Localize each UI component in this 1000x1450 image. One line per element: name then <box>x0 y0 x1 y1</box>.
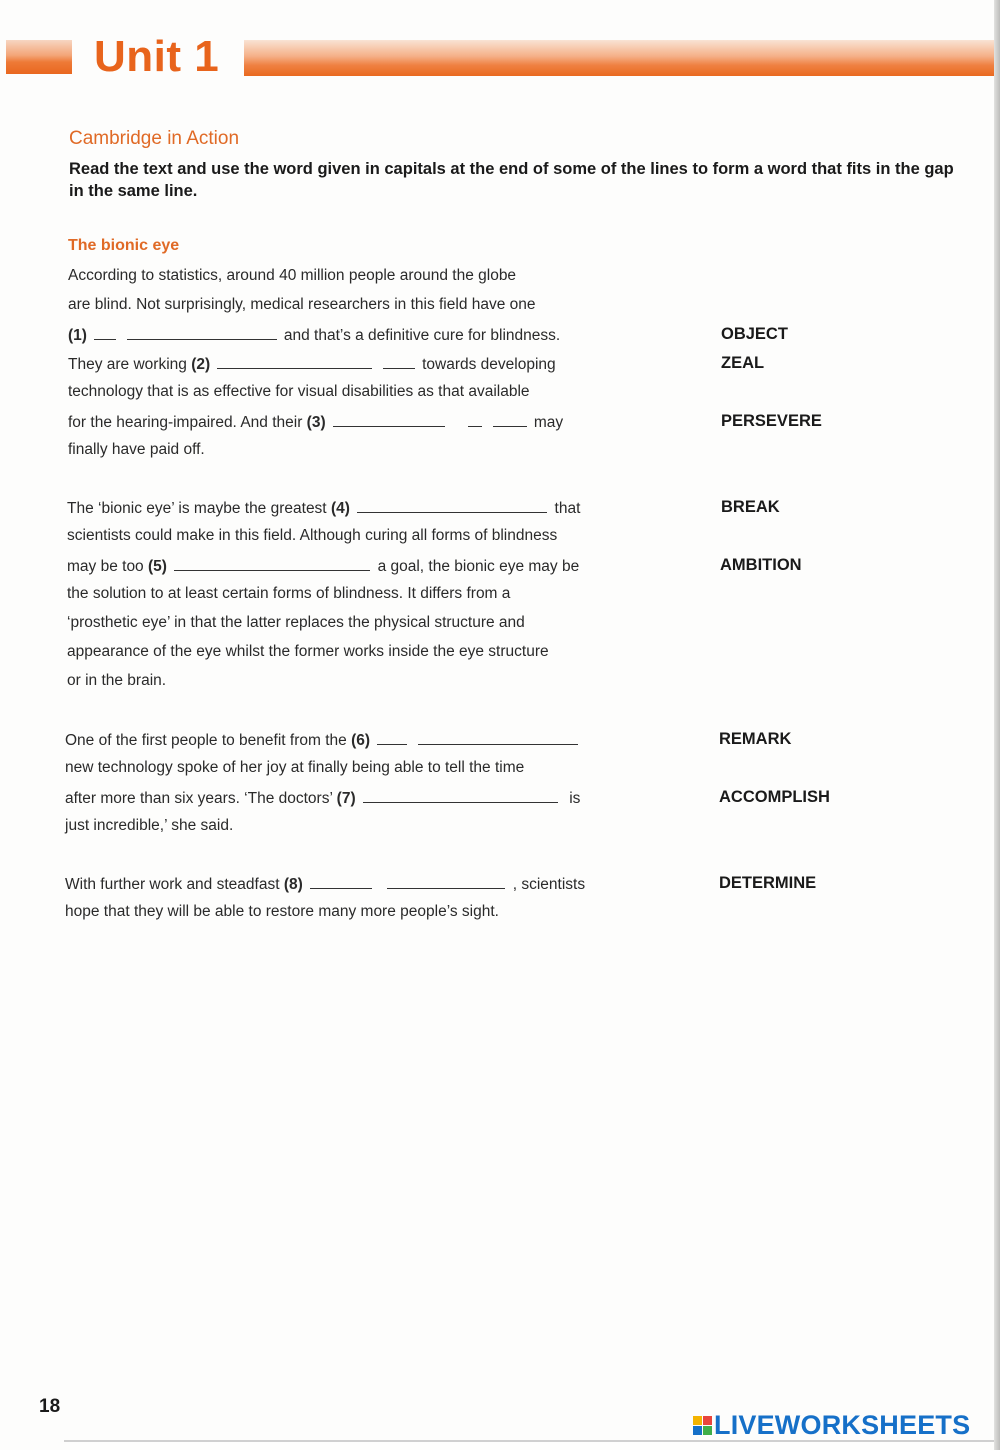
text-line: ‘prosthetic eye’ in that the latter replaces the physical structure and <box>67 614 525 631</box>
gap-number: (7) <box>336 790 356 807</box>
text-line <box>65 874 585 894</box>
text-fragment: towards developing <box>422 356 556 373</box>
gap-6-part-a[interactable] <box>377 730 407 745</box>
gap-6-input[interactable] <box>418 730 578 745</box>
text-line: the solution to at least certain forms of blindness. It differs from a <box>67 585 511 602</box>
page-number: 18 <box>39 1396 61 1417</box>
text-fragment: may be too <box>67 558 144 575</box>
gap-2-part-b[interactable] <box>383 354 415 369</box>
gap-number: (8) <box>283 876 303 893</box>
gap-3-input[interactable] <box>333 412 445 427</box>
gap-7-input[interactable] <box>363 788 558 803</box>
text-line: technology that is as effective for visual disabilities as that available <box>68 383 530 400</box>
text-fragment: The ‘bionic eye’ is maybe the greatest <box>67 500 327 517</box>
text-line <box>68 354 556 374</box>
text-fragment: for the hearing-impaired. And their <box>68 414 303 431</box>
logo-text: LIVEWORKSHEETS <box>714 1410 971 1440</box>
unit-title: Unit 1 <box>94 32 220 81</box>
header-band-left <box>6 40 72 74</box>
text-line: According to statistics, around 40 million people around the globe <box>68 267 517 284</box>
text-line: or in the brain. <box>67 672 167 689</box>
text-line <box>68 325 560 345</box>
keyword-accomplish: ACCOMPLISH <box>719 788 830 806</box>
text-fragment: and that’s a definitive cure for blindness. <box>283 327 561 344</box>
text-line: are blind. Not surprisingly, medical researchers in this field have one <box>68 296 536 313</box>
gap-3-part-c[interactable] <box>493 412 527 427</box>
text-fragment: With further work and steadfast <box>65 876 280 893</box>
text-line: hope that they will be able to restore many more people’s sight. <box>65 903 499 920</box>
keyword-break: BREAK <box>721 498 780 516</box>
gap-number: (6) <box>351 732 371 749</box>
text-line <box>65 788 580 808</box>
gap-number: (2) <box>191 356 211 373</box>
instructions: Read the text and use the word given in capitals at the end of some of the lines to form a word that fits in the gap in the same line. <box>69 160 954 200</box>
text-fragment: , scientists <box>512 876 586 893</box>
gap-8-input[interactable] <box>387 874 505 889</box>
text-line <box>67 498 580 518</box>
gap-1-input[interactable] <box>127 325 277 340</box>
text-fragment: after more than six years. ‘The doctors’ <box>65 790 333 807</box>
text-line <box>68 412 563 432</box>
text-line <box>67 556 579 576</box>
gap-number: (1) <box>68 327 87 344</box>
text-line <box>65 730 581 750</box>
text-fragment: that <box>554 500 581 517</box>
gap-3-part-b[interactable] <box>468 412 482 427</box>
section-title: Cambridge in Action <box>69 128 240 149</box>
gap-8-part-a[interactable] <box>310 874 372 889</box>
text-line: new technology spoke of her joy at finally being able to tell the time <box>65 759 525 776</box>
text-title: The bionic eye <box>68 237 180 254</box>
text-fragment: They are working <box>68 356 187 373</box>
gap-1-part-a[interactable] <box>94 325 116 340</box>
gap-2-input[interactable] <box>217 354 372 369</box>
gap-5-input[interactable] <box>174 556 370 571</box>
text-fragment: may <box>533 414 564 431</box>
text-fragment: is <box>569 790 581 807</box>
text-line: appearance of the eye whilst the former works inside the eye structure <box>67 643 549 660</box>
text-fragment: a goal, the bionic eye may be <box>377 558 580 575</box>
text-fragment: One of the first people to benefit from the <box>65 732 347 749</box>
text-line: just incredible,’ she said. <box>65 817 234 834</box>
liveworksheets-logo[interactable] <box>693 1410 970 1441</box>
text-line: scientists could make in this field. Although curing all forms of blindness <box>67 527 558 544</box>
logo-squares-icon <box>693 1416 712 1435</box>
text-line: finally have paid off. <box>68 441 205 458</box>
page-edge <box>994 0 1000 1450</box>
keyword-remark: REMARK <box>719 730 792 748</box>
keyword-object: OBJECT <box>721 325 788 343</box>
gap-4-input[interactable] <box>357 498 547 513</box>
gap-number: (4) <box>330 500 350 517</box>
keyword-persevere: PERSEVERE <box>721 412 822 430</box>
keyword-ambition: AMBITION <box>720 556 802 574</box>
bottom-rule <box>64 1440 994 1442</box>
keyword-zeal: ZEAL <box>721 354 765 372</box>
keyword-determine: DETERMINE <box>719 874 817 892</box>
header-band-right <box>244 40 994 76</box>
gap-number: (5) <box>148 558 167 575</box>
gap-number: (3) <box>306 414 326 431</box>
